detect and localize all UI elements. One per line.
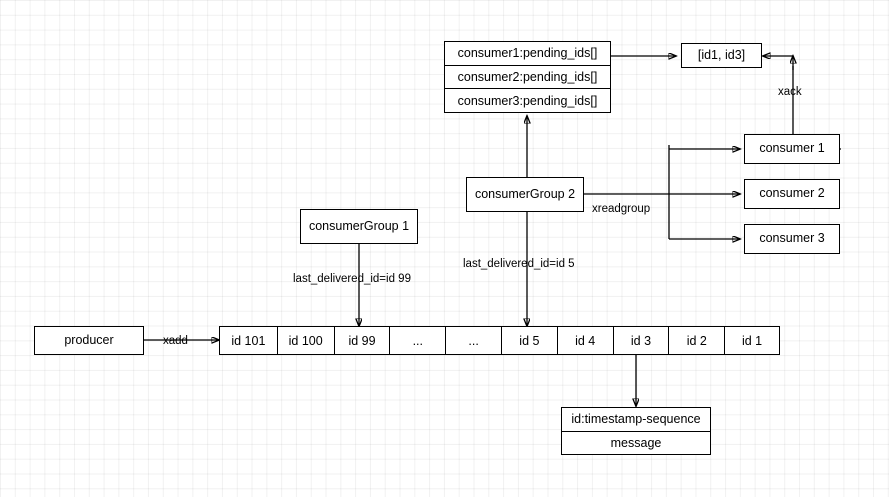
edge-label-xack: xack xyxy=(778,86,802,98)
producer-box: producer xyxy=(34,326,144,355)
pending-row-consumer2: consumer2:pending_ids[] xyxy=(445,65,610,89)
edge-label-last-delivered-group2: last_delivered_id=id 5 xyxy=(463,258,575,270)
stream-cell: id 5 xyxy=(501,327,557,354)
stream-cell: id 1 xyxy=(724,327,779,354)
edge-label-xadd: xadd xyxy=(163,335,188,347)
edge-label-last-delivered-group1: last_delivered_id=id 99 xyxy=(293,273,411,285)
stream-entries xyxy=(219,326,780,355)
stream-cell: id 2 xyxy=(668,327,724,354)
edge-label-xreadgroup: xreadgroup xyxy=(592,203,651,215)
message-id-row: id:timestamp-sequence xyxy=(571,412,701,427)
stream-cell: id 101 xyxy=(231,333,266,348)
message-body-row: message xyxy=(562,431,710,455)
ack-ids-box: [id1, id3] xyxy=(681,43,762,68)
stream-cell: ... xyxy=(445,327,501,354)
stream-cell: ... xyxy=(389,327,445,354)
pending-row-consumer1: consumer1:pending_ids[] xyxy=(457,46,598,61)
stream-cell: id 99 xyxy=(334,327,390,354)
stream-cell: id 4 xyxy=(557,327,613,354)
message-detail-box xyxy=(561,407,711,455)
consumer-1-box: consumer 1 xyxy=(744,134,840,164)
consumer-group-2-box: consumerGroup 2 xyxy=(466,177,584,212)
stream-cell: id 3 xyxy=(613,327,669,354)
pending-ids-box xyxy=(444,41,611,113)
consumer-group-1-box: consumerGroup 1 xyxy=(300,209,418,244)
pending-row-consumer3: consumer3:pending_ids[] xyxy=(445,88,610,112)
consumer-2-box: consumer 2 xyxy=(744,179,840,209)
stream-cell: id 100 xyxy=(277,327,334,354)
consumer-3-box: consumer 3 xyxy=(744,224,840,254)
